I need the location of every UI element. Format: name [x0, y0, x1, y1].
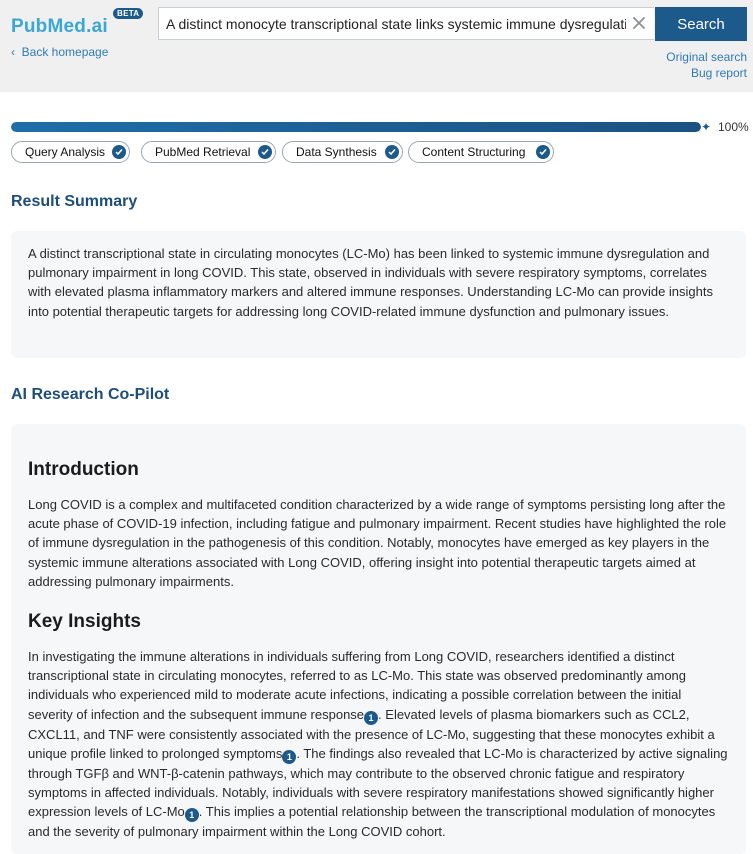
step-pubmed-retrieval [141, 141, 276, 163]
introduction-text: Long COVID is a complex and multifaceted condition characterized by a wide range of symptoms persisting long after the acute phase of COVID-19 infection, including fatigue and pulmonary impairment. Recent studies have highlighted the role of immune dysregulation in the pathogenesis of this condition. Notably, monocytes have emerged as key players in the systemic immune alterations associated with Long COVID, offering insight into potential therapeutic targets aimed at addressing pulmonary impairments. [28, 497, 727, 589]
citation-badge[interactable]: 1 [282, 750, 296, 764]
search-input[interactable] [166, 8, 626, 39]
back-homepage-link[interactable] [11, 45, 108, 59]
pubmed-ai-logo[interactable] [11, 9, 140, 38]
progress-percent: 100% [718, 120, 749, 134]
key-insights-text [28, 647, 728, 841]
step-label: Content Structuring [422, 145, 526, 159]
introduction-heading: Introduction [28, 459, 139, 480]
result-summary-card [11, 231, 746, 358]
insights-part: . This implies a potential relationship between the transcriptional modulation of monocytes and the severity of pulmonary impairment within the Long COVID cohort. [28, 804, 716, 840]
step-label: Query Analysis [25, 145, 106, 159]
result-summary-title: Result Summary [11, 193, 138, 210]
step-label: PubMed Retrieval [155, 145, 251, 159]
top-header [0, 0, 753, 92]
step-label: Data Synthesis [296, 145, 377, 159]
check-icon [258, 145, 272, 159]
insights-part: . Elevated levels of plasma biomarkers such as CCL2, CXCL11, and TNF were consistently associated with the presence of LC-Mo, suggesting that these monocytes exhibit a unique profile linked to prolonged symptoms [28, 706, 715, 761]
close-icon[interactable] [630, 14, 648, 32]
search-box [158, 7, 654, 40]
insights-part: In investigating the immune alterations in individuals suffering from Long COVID, researchers identified a distinct transcriptional state in circulating monocytes, referred to as LC-Mo. This state was observed predominantly among individuals who experienced mild to moderate acute infections, indicating a possible correlation between the initial severity of infection and the subsequent immune response [28, 649, 687, 722]
check-icon [385, 145, 399, 159]
step-data-synthesis [282, 141, 403, 163]
sparkle-icon: ✦ [701, 120, 712, 134]
insights-part: . The findings also revealed that LC-Mo is characterized by active signaling through TGFβ and WNT-β-catenin pathways, which may contribute to the observed chronic fatigue and respiratory symptoms in affected individuals. Notably, individuals with severe respiratory manifestations showed significantly higher expression levels of LC-Mo [28, 745, 728, 820]
step-query-analysis [11, 141, 130, 163]
result-summary-text: A distinct transcriptional state in circulating monocytes (LC-Mo) has been linked to systemic immune dysregulation and pulmonary impairment in long COVID. This state, observed in individuals with severe respiratory symptoms, correlates with elevated plasma inflammatory markers and altered immune responses. Understanding LC-Mo can provide insights into potential therapeutic targets for addressing long COVID-related immune dysfunction and pulmonary issues. [28, 246, 713, 319]
check-icon [112, 145, 126, 159]
search-button[interactable]: Search [655, 7, 747, 41]
citation-badge[interactable]: 1 [364, 711, 378, 725]
progress-bar [11, 122, 701, 132]
progress-fill [11, 122, 701, 132]
chevron-left-icon: ‹ [11, 45, 15, 59]
logo-text: PubMed.ai [11, 16, 108, 37]
copilot-card [11, 424, 746, 854]
step-content-structuring [408, 141, 554, 163]
key-insights-heading: Key Insights [28, 611, 141, 632]
copilot-title: AI Research Co-Pilot [11, 386, 170, 403]
back-homepage-label: Back homepage [21, 45, 109, 59]
beta-badge: BETA [113, 8, 143, 19]
citation-badge[interactable]: 1 [185, 808, 199, 822]
bug-report-link[interactable]: Bug report [690, 66, 747, 80]
original-search-link[interactable]: Original search [666, 50, 747, 64]
check-icon [536, 145, 550, 159]
